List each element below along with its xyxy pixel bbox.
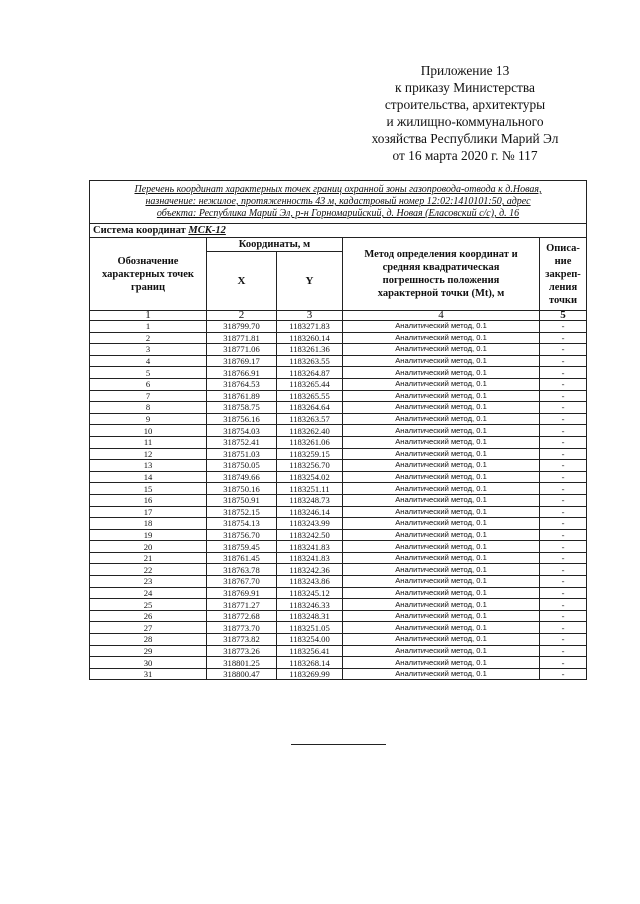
point-number-cell: 26 [90,610,207,622]
table-row [90,413,587,425]
point-number-cell: 5 [90,367,207,379]
header-line: закреп- [545,268,581,280]
description-cell: - [540,634,587,646]
method-cell: Аналитический метод, 0.1 [343,436,540,448]
point-number-cell: 18 [90,518,207,530]
point-number-cell: 23 [90,576,207,588]
y-coordinate-cell: 1183243.86 [277,576,343,588]
table-row [90,425,587,437]
point-number-cell: 22 [90,564,207,576]
x-coordinate-cell: 318799.70 [207,321,277,333]
method-cell: Аналитический метод, 0.1 [343,413,540,425]
table-row [90,599,587,611]
appendix-line: строительства, архитектуры [384,97,546,112]
end-divider [291,744,386,745]
y-coordinate-cell: 1183241.83 [277,541,343,553]
table-row [90,587,587,599]
description-cell: - [540,448,587,460]
method-cell: Аналитический метод, 0.1 [343,541,540,553]
y-coordinate-cell: 1183241.83 [277,552,343,564]
description-cell: - [540,552,587,564]
table-row [90,634,587,646]
header-line: характерной точки (Mt), м [377,288,505,299]
x-coordinate-cell: 318754.13 [207,518,277,530]
table-row [90,436,587,448]
point-number-cell: 9 [90,413,207,425]
header-line: Обозначение [117,255,179,267]
y-coordinate-cell: 1183254.00 [277,634,343,646]
x-coordinate-cell: 318800.47 [207,668,277,680]
x-coordinate-cell: 318772.68 [207,610,277,622]
description-cell: - [540,390,587,402]
table-row [90,494,587,506]
method-cell: Аналитический метод, 0.1 [343,506,540,518]
header-line: ние [554,255,572,267]
table-row [90,471,587,483]
method-cell: Аналитический метод, 0.1 [343,460,540,472]
method-cell: Аналитический метод, 0.1 [343,378,540,390]
table-row [90,332,587,344]
column-number: 3 [277,311,343,321]
x-coordinate-cell: 318752.41 [207,436,277,448]
y-coordinate-cell: 1183243.99 [277,518,343,530]
coordinates-table [89,180,587,680]
y-coordinate-cell: 1183263.55 [277,355,343,367]
table-row [90,529,587,541]
method-cell: Аналитический метод, 0.1 [343,390,540,402]
table-row [90,344,587,356]
point-number-cell: 4 [90,355,207,367]
method-cell: Аналитический метод, 0.1 [343,657,540,669]
table-row [90,610,587,622]
y-coordinate-cell: 1183268.14 [277,657,343,669]
method-cell: Аналитический метод, 0.1 [343,332,540,344]
y-coordinate-cell: 1183242.50 [277,529,343,541]
method-cell: Аналитический метод, 0.1 [343,610,540,622]
x-coordinate-cell: 318752.15 [207,506,277,518]
x-coordinate-cell: 318759.45 [207,541,277,553]
appendix-line: хозяйства Республики Марий Эл [371,131,559,146]
y-coordinate-cell: 1183242.36 [277,564,343,576]
point-number-cell: 30 [90,657,207,669]
method-cell: Аналитический метод, 0.1 [343,668,540,680]
description-cell: - [540,518,587,530]
y-coordinate-cell: 1183265.44 [277,378,343,390]
method-cell: Аналитический метод, 0.1 [343,355,540,367]
point-number-cell: 17 [90,506,207,518]
point-number-cell: 7 [90,390,207,402]
description-cell: - [540,402,587,414]
description-cell: - [540,529,587,541]
table-row [90,506,587,518]
y-coordinate-cell: 1183261.06 [277,436,343,448]
header-line: точки [548,294,578,306]
description-cell: - [540,436,587,448]
point-number-cell: 10 [90,425,207,437]
method-cell: Аналитический метод, 0.1 [343,645,540,657]
y-coordinate-cell: 1183246.14 [277,506,343,518]
y-coordinate-cell: 1183271.83 [277,321,343,333]
method-cell: Аналитический метод, 0.1 [343,367,540,379]
description-cell: - [540,564,587,576]
point-number-cell: 3 [90,344,207,356]
table-row [90,378,587,390]
x-coordinate-cell: 318766.91 [207,367,277,379]
point-number-cell: 20 [90,541,207,553]
method-cell: Аналитический метод, 0.1 [343,552,540,564]
column-number: 1 [90,311,207,321]
table-row [90,657,587,669]
description-cell: - [540,587,587,599]
description-cell: - [540,321,587,333]
header-line: границ [130,281,165,293]
x-coordinate-cell: 318773.82 [207,634,277,646]
point-number-cell: 14 [90,471,207,483]
y-coordinate-cell: 1183262.40 [277,425,343,437]
x-coordinate-cell: 318754.03 [207,425,277,437]
method-cell: Аналитический метод, 0.1 [343,494,540,506]
method-cell: Аналитический метод, 0.1 [343,425,540,437]
point-number-cell: 12 [90,448,207,460]
point-number-cell: 2 [90,332,207,344]
point-number-cell: 24 [90,587,207,599]
x-coordinate-cell: 318761.89 [207,390,277,402]
method-cell: Аналитический метод, 0.1 [343,483,540,495]
table-row [90,518,587,530]
x-coordinate-cell: 318771.81 [207,332,277,344]
description-cell: - [540,332,587,344]
header-line: ления [548,281,578,293]
y-coordinate-cell: 1183260.14 [277,332,343,344]
description-cell: - [540,494,587,506]
column-number: 4 [343,311,540,321]
description-cell: - [540,668,587,680]
point-number-cell: 13 [90,460,207,472]
column-number: 2 [207,311,277,321]
table-row [90,355,587,367]
x-coordinate-cell: 318769.91 [207,587,277,599]
x-coordinate-cell: 318771.27 [207,599,277,611]
x-coordinate-cell: 318761.45 [207,552,277,564]
y-coordinate-cell: 1183263.57 [277,413,343,425]
point-number-cell: 11 [90,436,207,448]
y-coordinate-cell: 1183254.02 [277,471,343,483]
header-line: погрешность положения [382,275,500,286]
x-coordinate-cell: 318756.16 [207,413,277,425]
column-header-method [343,238,540,311]
point-number-cell: 15 [90,483,207,495]
description-cell: - [540,425,587,437]
caption-line: Перечень координат характерных точек границ охранной зоны газопровода-отвода к д.Новая, [134,184,542,195]
method-cell: Аналитический метод, 0.1 [343,587,540,599]
column-header-coordinates: Координаты, м [207,238,343,252]
appendix-line: и жилищно-коммунального [386,114,544,129]
coordinate-system-value: МСК-12 [188,225,226,236]
description-cell: - [540,344,587,356]
description-cell: - [540,541,587,553]
table-row [90,402,587,414]
description-cell: - [540,460,587,472]
x-coordinate-cell: 318750.91 [207,494,277,506]
y-coordinate-cell: 1183251.05 [277,622,343,634]
x-coordinate-cell: 318763.78 [207,564,277,576]
appendix-line: от 16 марта 2020 г. № 117 [392,148,538,163]
y-coordinate-cell: 1183261.36 [277,344,343,356]
header-line: Описа- [546,242,580,254]
table-caption [90,181,587,224]
header-line: Метод определения координат и [364,249,518,260]
x-coordinate-cell: 318756.70 [207,529,277,541]
description-cell: - [540,657,587,669]
point-number-cell: 21 [90,552,207,564]
method-cell: Аналитический метод, 0.1 [343,471,540,483]
x-coordinate-cell: 318758.75 [207,402,277,414]
description-cell: - [540,645,587,657]
x-coordinate-cell: 318764.53 [207,378,277,390]
coordinate-system-label: Система координат [93,225,186,236]
description-cell: - [540,355,587,367]
point-number-cell: 25 [90,599,207,611]
method-cell: Аналитический метод, 0.1 [343,402,540,414]
table-row [90,321,587,333]
point-number-cell: 31 [90,668,207,680]
table-row [90,448,587,460]
point-number-cell: 6 [90,378,207,390]
x-coordinate-cell: 318769.17 [207,355,277,367]
x-coordinate-cell: 318773.70 [207,622,277,634]
x-coordinate-cell: 318767.70 [207,576,277,588]
description-cell: - [540,378,587,390]
table-row [90,390,587,402]
y-coordinate-cell: 1183269.99 [277,668,343,680]
description-cell: - [540,471,587,483]
coordinate-system [90,224,587,238]
point-number-cell: 29 [90,645,207,657]
point-number-cell: 27 [90,622,207,634]
x-coordinate-cell: 318773.26 [207,645,277,657]
point-number-cell: 8 [90,402,207,414]
description-cell: - [540,483,587,495]
table-row [90,367,587,379]
method-cell: Аналитический метод, 0.1 [343,529,540,541]
x-coordinate-cell: 318749.66 [207,471,277,483]
method-cell: Аналитический метод, 0.1 [343,599,540,611]
column-header-description [540,238,587,311]
table-row [90,552,587,564]
y-coordinate-cell: 1183256.70 [277,460,343,472]
method-cell: Аналитический метод, 0.1 [343,448,540,460]
y-coordinate-cell: 1183265.55 [277,390,343,402]
caption-line: объекта: Республика Марий Эл, р-н Горномарийский, д. Новая (Еласовский с/с), д. 16 [156,208,520,219]
column-header-x: X [207,252,277,311]
appendix-line: Приложение 13 [420,63,510,78]
method-cell: Аналитический метод, 0.1 [343,576,540,588]
y-coordinate-cell: 1183251.11 [277,483,343,495]
table-row [90,564,587,576]
description-cell: - [540,506,587,518]
y-coordinate-cell: 1183246.33 [277,599,343,611]
method-cell: Аналитический метод, 0.1 [343,518,540,530]
column-number: 5 [540,311,587,321]
y-coordinate-cell: 1183245.12 [277,587,343,599]
header-line: характерных точек [102,268,194,280]
method-cell: Аналитический метод, 0.1 [343,564,540,576]
point-number-cell: 28 [90,634,207,646]
method-cell: Аналитический метод, 0.1 [343,321,540,333]
x-coordinate-cell: 318771.06 [207,344,277,356]
table-row [90,622,587,634]
description-cell: - [540,413,587,425]
appendix-line: к приказу Министерства [395,80,535,95]
description-cell: - [540,610,587,622]
table-row [90,645,587,657]
caption-line: назначение: нежилое, протяженность 43 м, кадастровый номер 12:02:1410101:50, адрес [145,196,531,207]
y-coordinate-cell: 1183264.64 [277,402,343,414]
point-number-cell: 16 [90,494,207,506]
x-coordinate-cell: 318750.16 [207,483,277,495]
table-row [90,483,587,495]
table-row [90,541,587,553]
appendix-header [340,62,590,164]
table-row [90,576,587,588]
method-cell: Аналитический метод, 0.1 [343,622,540,634]
description-cell: - [540,576,587,588]
column-number-row [90,311,587,321]
method-cell: Аналитический метод, 0.1 [343,634,540,646]
method-cell: Аналитический метод, 0.1 [343,344,540,356]
header-line: средняя квадратическая [382,262,500,273]
y-coordinate-cell: 1183256.41 [277,645,343,657]
y-coordinate-cell: 1183264.87 [277,367,343,379]
description-cell: - [540,622,587,634]
y-coordinate-cell: 1183259.15 [277,448,343,460]
table-row [90,460,587,472]
x-coordinate-cell: 318751.03 [207,448,277,460]
point-number-cell: 1 [90,321,207,333]
description-cell: - [540,367,587,379]
x-coordinate-cell: 318801.25 [207,657,277,669]
column-header-y: Y [277,252,343,311]
y-coordinate-cell: 1183248.73 [277,494,343,506]
description-cell: - [540,599,587,611]
x-coordinate-cell: 318750.05 [207,460,277,472]
table-row [90,668,587,680]
column-header-point [90,238,207,311]
y-coordinate-cell: 1183248.31 [277,610,343,622]
point-number-cell: 19 [90,529,207,541]
